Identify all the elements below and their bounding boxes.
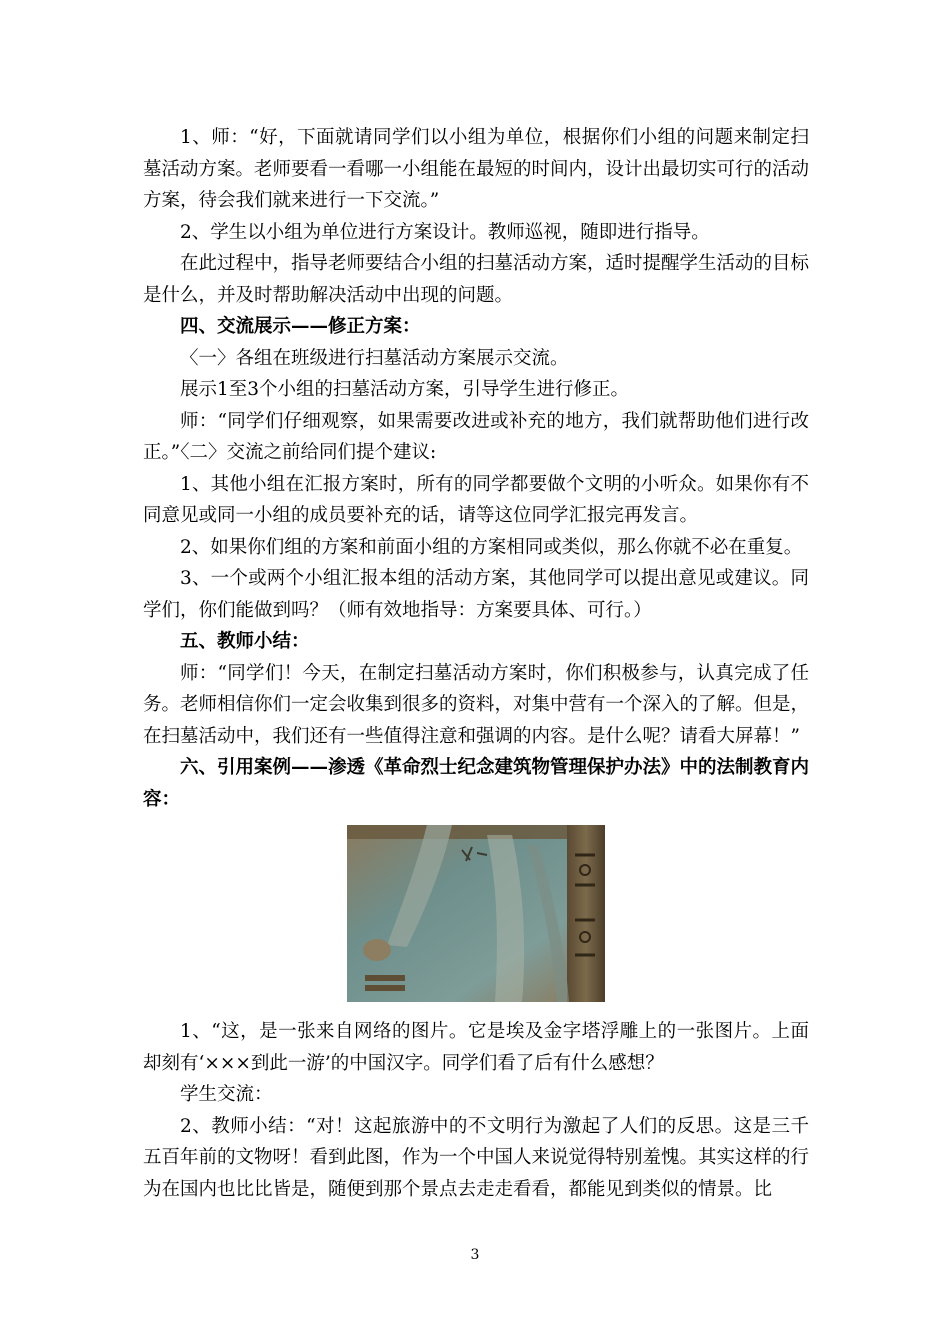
page-content [143, 122, 809, 1205]
paragraph: 2、教师小结：“对！这起旅游中的不文明行为激起了人们的反思。这是三千五百年前的文物呀！看到此图，作为一个中国人来说觉得特别羞愧。其实这样的行为在国内也比比皆是，随便到那个景点去走走看看，都能见到类似的情景。比 [143, 1115, 810, 1200]
paragraph: 2、学生以小组为单位进行方案设计。教师巡视，随即进行指导。 [180, 221, 710, 243]
paragraph: 2、如果你们组的方案和前面小组的方案相同或类似，那么你就不必在重复。 [180, 536, 803, 558]
relief-image-icon [347, 825, 605, 1002]
paragraph: 3、一个或两个小组汇报本组的活动方案，其他同学可以提出意见或建议。同学们，你们能做到吗？（师有效地指导：方案要具体、可行。） [143, 568, 809, 621]
section-heading-5: 五、教师小结： [180, 631, 310, 652]
paragraph: 1、“这，是一张来自网络的图片。它是埃及金字塔浮雕上的一张图片。上面却刻有‘×××到此一游’的中国汉字。同学们看了后有什么感想？ [143, 1021, 809, 1074]
egyptian-relief-photo [347, 825, 605, 1002]
paragraph: 师：“同学们仔细观察，如果需要改进或补充的地方，我们就帮助他们进行改正。”〈二〉交流之前给同们提个建议: [143, 410, 809, 463]
paragraph: 〈一〉各组在班级进行扫墓活动方案展示交流。 [180, 347, 569, 369]
page-number: 3 [470, 1247, 480, 1263]
paragraph: 学生交流： [180, 1084, 273, 1105]
paragraph: 1、其他小组在汇报方案时，所有的同学都要做个文明的小听众。如果你有不同意见或同一小组的成员要补充的话，请等这位同学汇报完再发言。 [143, 473, 809, 526]
section-heading-6: 六、引用案例——渗透《革命烈士纪念建筑物管理保护办法》中的法制教育内容： [143, 757, 810, 810]
paragraph: 师：“同学们！今天，在制定扫墓活动方案时，你们积极参与，认真完成了任务。老师相信你们一定会收集到很多的资料，对集中营有一个深入的了解。但是，在扫墓活动中，我们还有一些值得注意和强调的内容。是什么呢？请看大屏幕！” [143, 662, 810, 747]
section-heading-4: 四、交流展示——修正方案： [180, 316, 421, 337]
paragraph: 1、师：“好，下面就请同学们以小组为单位，根据你们小组的问题来制定扫墓活动方案。老师要看一看哪一小组能在最短的时间内，设计出最切实可行的活动方案，待会我们就来进行一下交流。” [143, 127, 810, 211]
paragraph: 在此过程中，指导老师要结合小组的扫墓活动方案，适时提醒学生活动的目标是什么，并及时帮助解决活动中出现的问题。 [143, 253, 810, 306]
paragraph: 展示1至3个小组的扫墓活动方案，引导学生进行修正。 [180, 379, 630, 400]
